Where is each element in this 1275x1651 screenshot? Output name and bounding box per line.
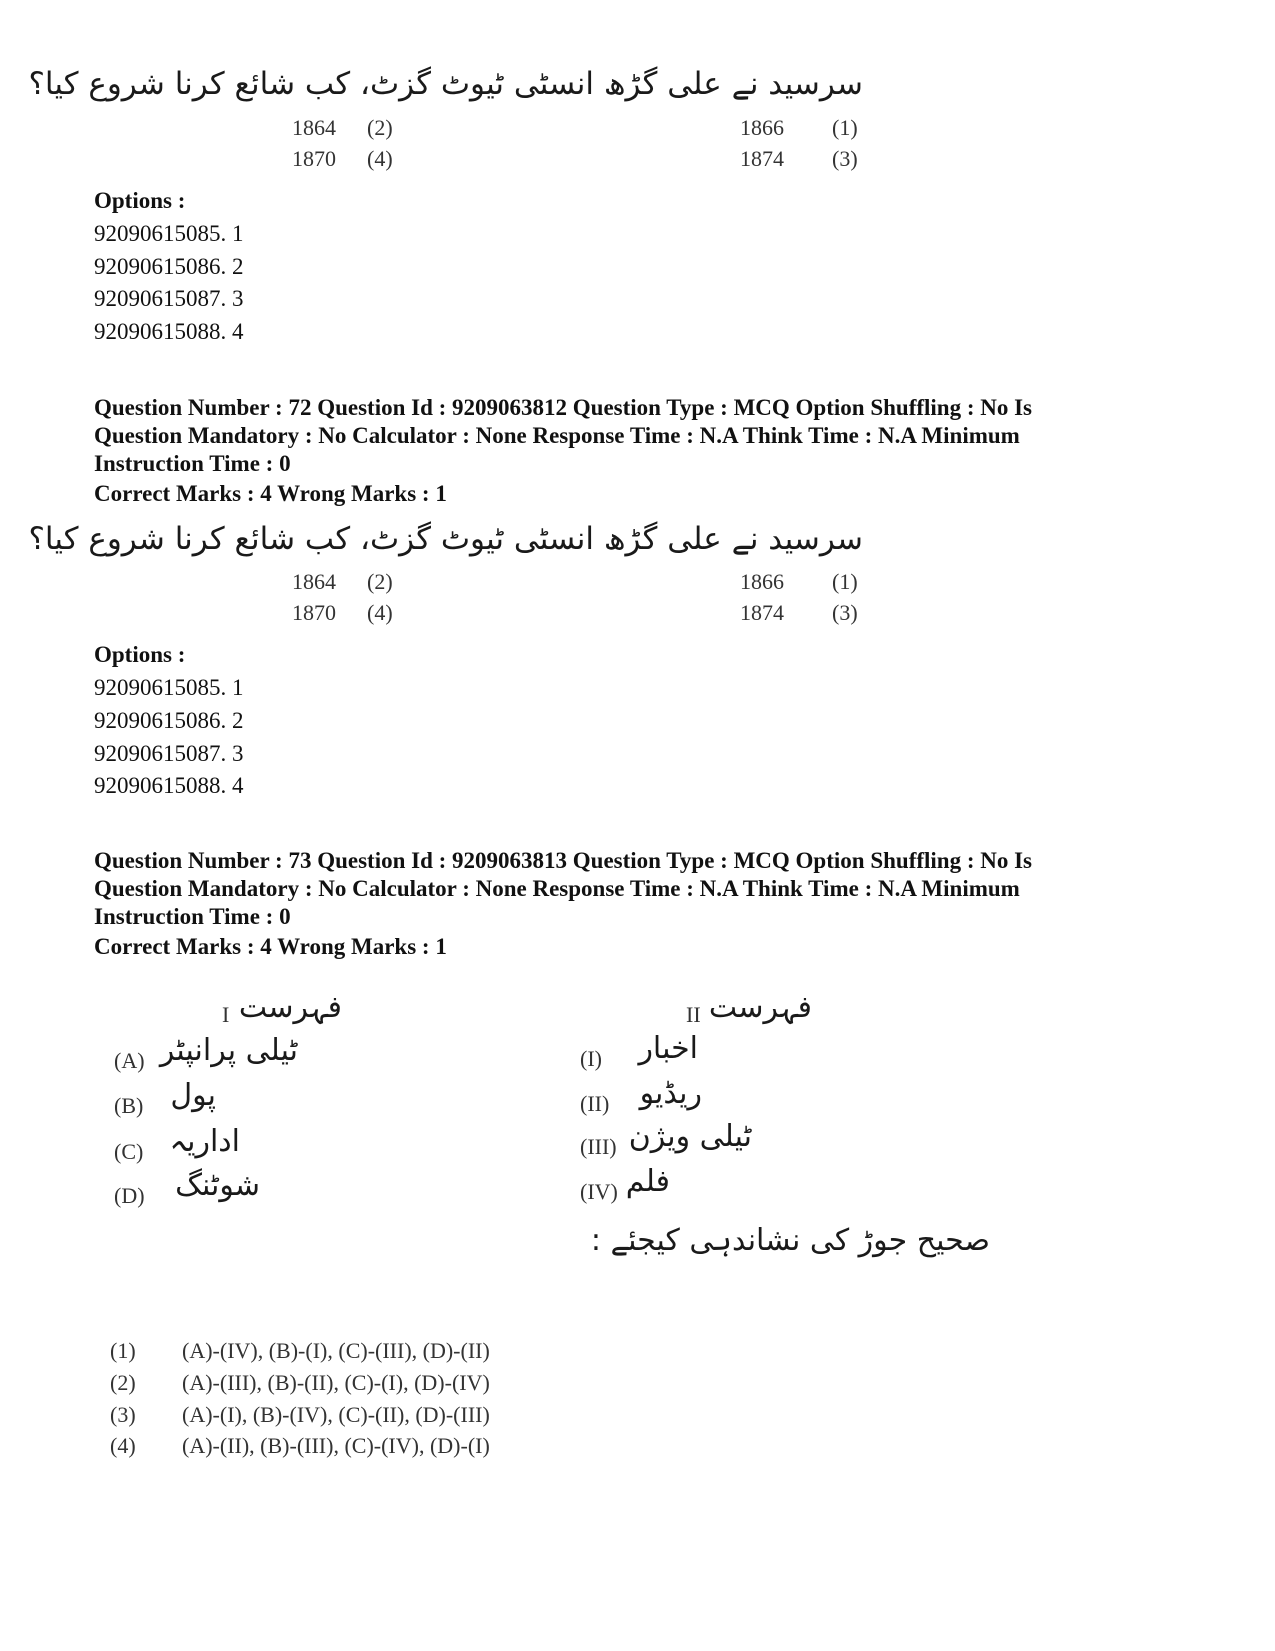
q71-choice-1-value: 1866 bbox=[740, 115, 784, 140]
q72-marks: Correct Marks : 4 Wrong Marks : 1 bbox=[94, 481, 447, 506]
q72-option-1: 92090615085. 1 bbox=[94, 675, 244, 700]
q71-choice-2-value: 1864 bbox=[292, 115, 336, 140]
q72-choice-3-value: 1874 bbox=[740, 600, 784, 625]
q71-option-1: 92090615085. 1 bbox=[94, 221, 244, 246]
q73-marks: Correct Marks : 4 Wrong Marks : 1 bbox=[94, 934, 447, 959]
q73-list1-text-a: ٹیلی پرانپٹر bbox=[159, 1033, 298, 1068]
q73-meta-line-1: Question Number : 73 Question Id : 9209063813 Question Type : MCQ Option Shuffling : No Is bbox=[94, 848, 1033, 873]
q73-answer-4-num: (4) bbox=[110, 1433, 136, 1458]
q73-answer-4-text: (A)-(II), (B)-(III), (C)-(IV), (D)-(I) bbox=[182, 1433, 490, 1458]
q72-question-text: سرسید نے علی گڑھ انسٹی ٹیوٹ گزٹ، کب شائع کرنا شروع کیا؟ bbox=[28, 521, 863, 557]
q73-meta bbox=[94, 847, 1194, 931]
q71-option-3: 92090615087. 3 bbox=[94, 286, 244, 311]
q73-list1-heading: فہرست bbox=[238, 990, 342, 1025]
q71-question-text: سرسید نے علی گڑھ انسٹی ٹیوٹ گزٹ، کب شائع کرنا شروع کیا؟ bbox=[28, 66, 863, 102]
q71-option-2: 92090615086. 2 bbox=[94, 254, 244, 279]
q73-list2-text-i: اخبار bbox=[638, 1031, 698, 1066]
q73-instruction: صحیح جوڑ کی نشاندہی کیجئے : bbox=[590, 1223, 990, 1258]
q73-list1-label-d: (D) bbox=[114, 1183, 145, 1208]
q72-meta-line-1: Question Number : 72 Question Id : 9209063812 Question Type : MCQ Option Shuffling : No Is bbox=[94, 395, 1033, 420]
q73-answer-2-num: (2) bbox=[110, 1370, 136, 1395]
q71-choice-2-num: (2) bbox=[367, 115, 393, 140]
q73-answer-3-num: (3) bbox=[110, 1402, 136, 1427]
q73-list2-label-iii: (III) bbox=[580, 1134, 617, 1159]
q72-choice-3-num: (3) bbox=[832, 600, 858, 625]
q72-options-label: Options : bbox=[94, 642, 186, 667]
q71-choice-4-value: 1870 bbox=[292, 146, 336, 171]
q73-list1-text-d: شوٹنگ bbox=[175, 1168, 260, 1203]
q71-choice-4-num: (4) bbox=[367, 146, 393, 171]
q71-options-label: Options : bbox=[94, 188, 186, 213]
q72-meta-line-3: Instruction Time : 0 bbox=[94, 451, 291, 476]
q73-list2-heading: فہرست bbox=[708, 990, 812, 1025]
q73-list2-label-iv: (IV) bbox=[580, 1179, 618, 1204]
q71-option-4: 92090615088. 4 bbox=[94, 319, 244, 344]
q73-answer-1-num: (1) bbox=[110, 1338, 136, 1363]
q73-answer-3-text: (A)-(I), (B)-(IV), (C)-(II), (D)-(III) bbox=[182, 1402, 490, 1427]
q71-choice-1-num: (1) bbox=[832, 115, 858, 140]
q72-choice-4-num: (4) bbox=[367, 600, 393, 625]
q73-list1-text-b: پول bbox=[170, 1078, 216, 1113]
q72-choice-4-value: 1870 bbox=[292, 600, 336, 625]
q72-option-3: 92090615087. 3 bbox=[94, 741, 244, 766]
q72-choice-2-value: 1864 bbox=[292, 569, 336, 594]
q71-choice-3-value: 1874 bbox=[740, 146, 784, 171]
q71-choice-3-num: (3) bbox=[832, 146, 858, 171]
q73-list2-text-iii: ٹیلی ویژن bbox=[628, 1119, 752, 1154]
q73-list2-text-iv: فلم bbox=[625, 1164, 670, 1199]
q72-choice-1-num: (1) bbox=[832, 569, 858, 594]
q72-meta-line-2: Question Mandatory : No Calculator : None Response Time : N.A Think Time : N.A Minimum bbox=[94, 423, 1020, 448]
q73-meta-line-3: Instruction Time : 0 bbox=[94, 904, 291, 929]
q73-list2-label-i: (I) bbox=[580, 1046, 602, 1071]
q72-choice-1-value: 1866 bbox=[740, 569, 784, 594]
q72-option-4: 92090615088. 4 bbox=[94, 773, 244, 798]
q73-list1-label-c: (C) bbox=[114, 1139, 144, 1164]
q73-list1-label-b: (B) bbox=[114, 1093, 144, 1118]
q73-list1-text-c: اداریہ bbox=[169, 1124, 240, 1159]
q72-meta bbox=[94, 394, 1194, 478]
q73-answer-1-text: (A)-(IV), (B)-(I), (C)-(III), (D)-(II) bbox=[182, 1338, 490, 1363]
q73-meta-line-2: Question Mandatory : No Calculator : None Response Time : N.A Think Time : N.A Minimum bbox=[94, 876, 1020, 901]
q73-list2-text-ii: ریڈیو bbox=[639, 1076, 702, 1111]
q73-list1-roman: I bbox=[222, 1002, 230, 1027]
q72-choice-2-num: (2) bbox=[367, 569, 393, 594]
q73-answer-2-text: (A)-(III), (B)-(II), (C)-(I), (D)-(IV) bbox=[182, 1370, 490, 1395]
q73-list1-label-a: (A) bbox=[114, 1048, 145, 1073]
q73-list2-label-ii: (II) bbox=[580, 1091, 610, 1116]
q73-list2-roman: II bbox=[686, 1002, 701, 1027]
q72-option-2: 92090615086. 2 bbox=[94, 708, 244, 733]
